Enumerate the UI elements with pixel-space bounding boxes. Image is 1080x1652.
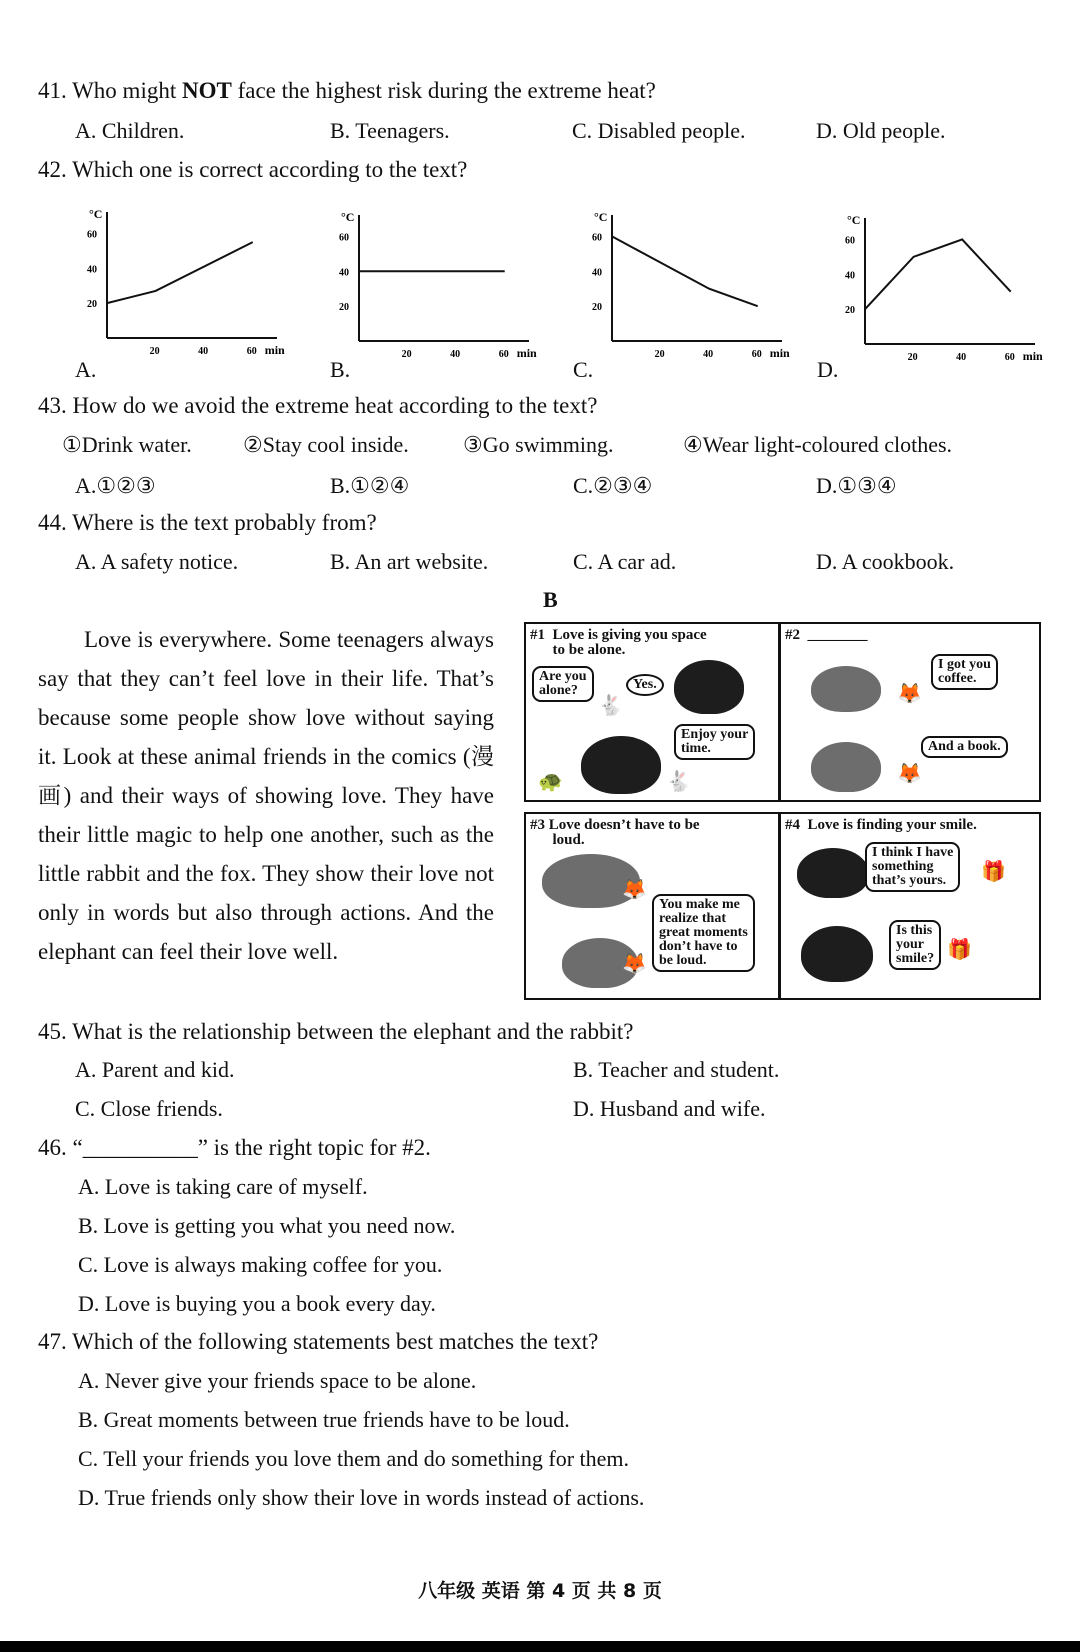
q46-option-b[interactable]: B. Love is getting you what you need now. [78, 1213, 456, 1238]
y-tick-label: 20 [339, 302, 349, 314]
y-tick-label: 40 [845, 270, 855, 282]
q43-item-2: ②Stay cool inside. [243, 432, 409, 457]
q44-option-a[interactable]: A. A safety notice. [75, 549, 239, 574]
q45-option-d[interactable]: D. Husband and wife. [573, 1096, 766, 1121]
q41-option-b[interactable]: B. Teenagers. [330, 118, 450, 143]
y-unit-label: °C [594, 210, 608, 224]
y-tick-label: 60 [592, 232, 602, 244]
question-46: 46. “__________” is the right topic for #2. [38, 1135, 431, 1160]
y-tick-label: 20 [592, 302, 602, 314]
comic-2-bubble-coffee: I got you coffee. [931, 654, 998, 690]
scan-border [0, 1641, 1080, 1652]
comic-panel-2 [779, 622, 1041, 802]
x-tick-label: 20 [149, 346, 160, 357]
x-unit-label: min [769, 346, 790, 360]
question-47: 47. Which of the following statements best matches the text? [38, 1329, 599, 1354]
chart-d-letter: D. [817, 357, 839, 382]
q43-option-b[interactable]: B.①②④ [330, 473, 410, 498]
question-45: 45. What is the relationship between the elephant and the rabbit? [38, 1019, 634, 1044]
chart-b[interactable] [337, 203, 547, 363]
y-tick-label: 40 [592, 267, 602, 279]
y-tick-label: 60 [87, 229, 97, 241]
elephant-illustration [581, 736, 661, 794]
comic-1-bubble-enjoy: Enjoy your time. [674, 724, 755, 760]
elephant-illustration [811, 666, 881, 712]
rabbit-illustration: 🐇 [666, 771, 691, 793]
y-tick-label: 20 [845, 305, 855, 317]
y-tick-label: 60 [845, 235, 855, 247]
q43-item-3: ③Go swimming. [463, 432, 614, 457]
y-unit-label: °C [847, 213, 861, 227]
q47-option-c[interactable]: C. Tell your friends you love them and do something for them. [78, 1446, 630, 1471]
y-tick-label: 60 [339, 232, 349, 244]
q43-item-4: ④Wear light-coloured clothes. [683, 432, 953, 457]
x-tick-label: 60 [751, 349, 762, 360]
x-unit-label: min [516, 346, 537, 360]
q41-option-a[interactable]: A. Children. [75, 118, 185, 143]
q43-option-c[interactable]: C.②③④ [573, 473, 653, 498]
elephant-illustration [811, 742, 881, 792]
q47-option-a[interactable]: A. Never give your friends space to be alone. [78, 1368, 477, 1393]
q45-option-b[interactable]: B. Teacher and student. [573, 1057, 780, 1082]
q44-option-b[interactable]: B. An art website. [330, 549, 489, 574]
chart-b-letter: B. [330, 357, 351, 382]
section-b-heading: B [543, 587, 558, 612]
chart-c-letter: C. [573, 357, 594, 382]
x-tick-label: 20 [401, 349, 412, 360]
q46-option-c[interactable]: C. Love is always making coffee for you. [78, 1252, 443, 1277]
q43-option-d[interactable]: D.①③④ [816, 473, 897, 498]
series-line [612, 236, 758, 306]
elephant-illustration [801, 926, 873, 982]
question-42: 42. Which one is correct according to the text? [38, 157, 468, 182]
x-unit-label: min [264, 343, 285, 357]
q41-bold-word: NOT [181, 78, 232, 103]
turtle-illustration: 🐢 [538, 771, 563, 793]
fox-illustration: 🦊 [622, 953, 647, 975]
q41-text-pre: Who might [72, 78, 177, 103]
comic-4-bubble-smile: Is this your smile? [889, 920, 941, 970]
question-41 [38, 78, 656, 104]
q47-option-d[interactable]: D. True friends only show their love in words instead of actions. [78, 1485, 645, 1510]
comic-2-title: #2 ________ [785, 627, 868, 643]
gift-box-illustration: 🎁 [947, 939, 972, 961]
series-line [865, 239, 1011, 309]
q45-option-a[interactable]: A. Parent and kid. [75, 1057, 235, 1082]
x-tick-label: 40 [198, 346, 209, 357]
q41-number: 41. [38, 78, 67, 103]
q43-item-1: ①Drink water. [62, 432, 192, 457]
y-tick-label: 40 [339, 267, 349, 279]
q45-option-c[interactable]: C. Close friends. [75, 1096, 223, 1121]
comic-1-bubble-elephant: Yes. [626, 674, 664, 696]
reading-passage: Love is everywhere. Some teenagers always say that they can’t feel love in their life. That’s because some people show love without saying it. Look at these animal friends in the comics (漫画) and their ways of showing love. They have their little magic to help one another, such as the little rabbit and the fox. They show their love not only in words but also through actions. And the elephant can feel their love well. [38, 627, 494, 964]
q41-option-d[interactable]: D. Old people. [816, 118, 946, 143]
comic-panel-1 [524, 622, 780, 802]
x-tick-label: 60 [246, 346, 257, 357]
x-tick-label: 40 [450, 349, 461, 360]
page-footer: 八年级 英语 第 4 页 共 8 页 [418, 1580, 662, 1602]
chart-a[interactable] [85, 200, 295, 360]
x-tick-label: 40 [703, 349, 714, 360]
comic-1-title: #1 Love is giving you space to be alone. [530, 627, 707, 658]
q46-option-a[interactable]: A. Love is taking care of myself. [78, 1174, 368, 1199]
comic-3-bubble: You make me realize that great moments don’t have to be loud. [652, 894, 755, 972]
x-unit-label: min [1022, 349, 1043, 363]
q47-option-b[interactable]: B. Great moments between true friends have to be loud. [78, 1407, 570, 1432]
comic-4-title: #4 Love is finding your smile. [785, 817, 977, 833]
comic-panel-4 [779, 812, 1041, 1000]
x-tick-label: 40 [956, 352, 967, 363]
q44-option-c[interactable]: C. A car ad. [573, 549, 677, 574]
question-44: 44. Where is the text probably from? [38, 510, 377, 535]
chart-a-letter: A. [75, 357, 97, 382]
y-unit-label: °C [341, 210, 355, 224]
rabbit-illustration: 🐇 [598, 695, 623, 717]
x-tick-label: 20 [654, 349, 665, 360]
comic-panel-3 [524, 812, 780, 1000]
chart-c[interactable] [590, 203, 800, 363]
comic-1-bubble-rabbit: Are you alone? [532, 666, 594, 702]
comic-3-title: #3 Love doesn’t have to be loud. [530, 817, 700, 848]
comic-2-bubble-book: And a book. [921, 736, 1008, 758]
chart-d[interactable] [843, 206, 1053, 366]
q44-option-d[interactable]: D. A cookbook. [816, 549, 955, 574]
y-unit-label: °C [89, 207, 103, 221]
x-tick-label: 60 [498, 349, 509, 360]
q43-option-a[interactable]: A.①②③ [75, 473, 156, 498]
gift-box-illustration: 🎁 [981, 861, 1006, 883]
question-43: 43. How do we avoid the extreme heat according to the text? [38, 393, 598, 418]
series-line [107, 242, 253, 303]
y-tick-label: 40 [87, 264, 97, 276]
fox-illustration: 🦊 [897, 763, 922, 785]
fox-illustration: 🦊 [622, 879, 647, 901]
elephant-illustration [674, 660, 744, 714]
y-tick-label: 20 [87, 299, 97, 311]
elephant-illustration [797, 848, 869, 898]
q41-option-c[interactable]: C. Disabled people. [572, 118, 746, 143]
comic-4-bubble-something: I think I have something that’s yours. [865, 842, 960, 892]
q46-option-d[interactable]: D. Love is buying you a book every day. [78, 1291, 436, 1316]
x-tick-label: 20 [907, 352, 918, 363]
x-tick-label: 60 [1004, 352, 1015, 363]
fox-illustration: 🦊 [897, 683, 922, 705]
q41-text-post: face the highest risk during the extreme heat? [237, 78, 656, 103]
